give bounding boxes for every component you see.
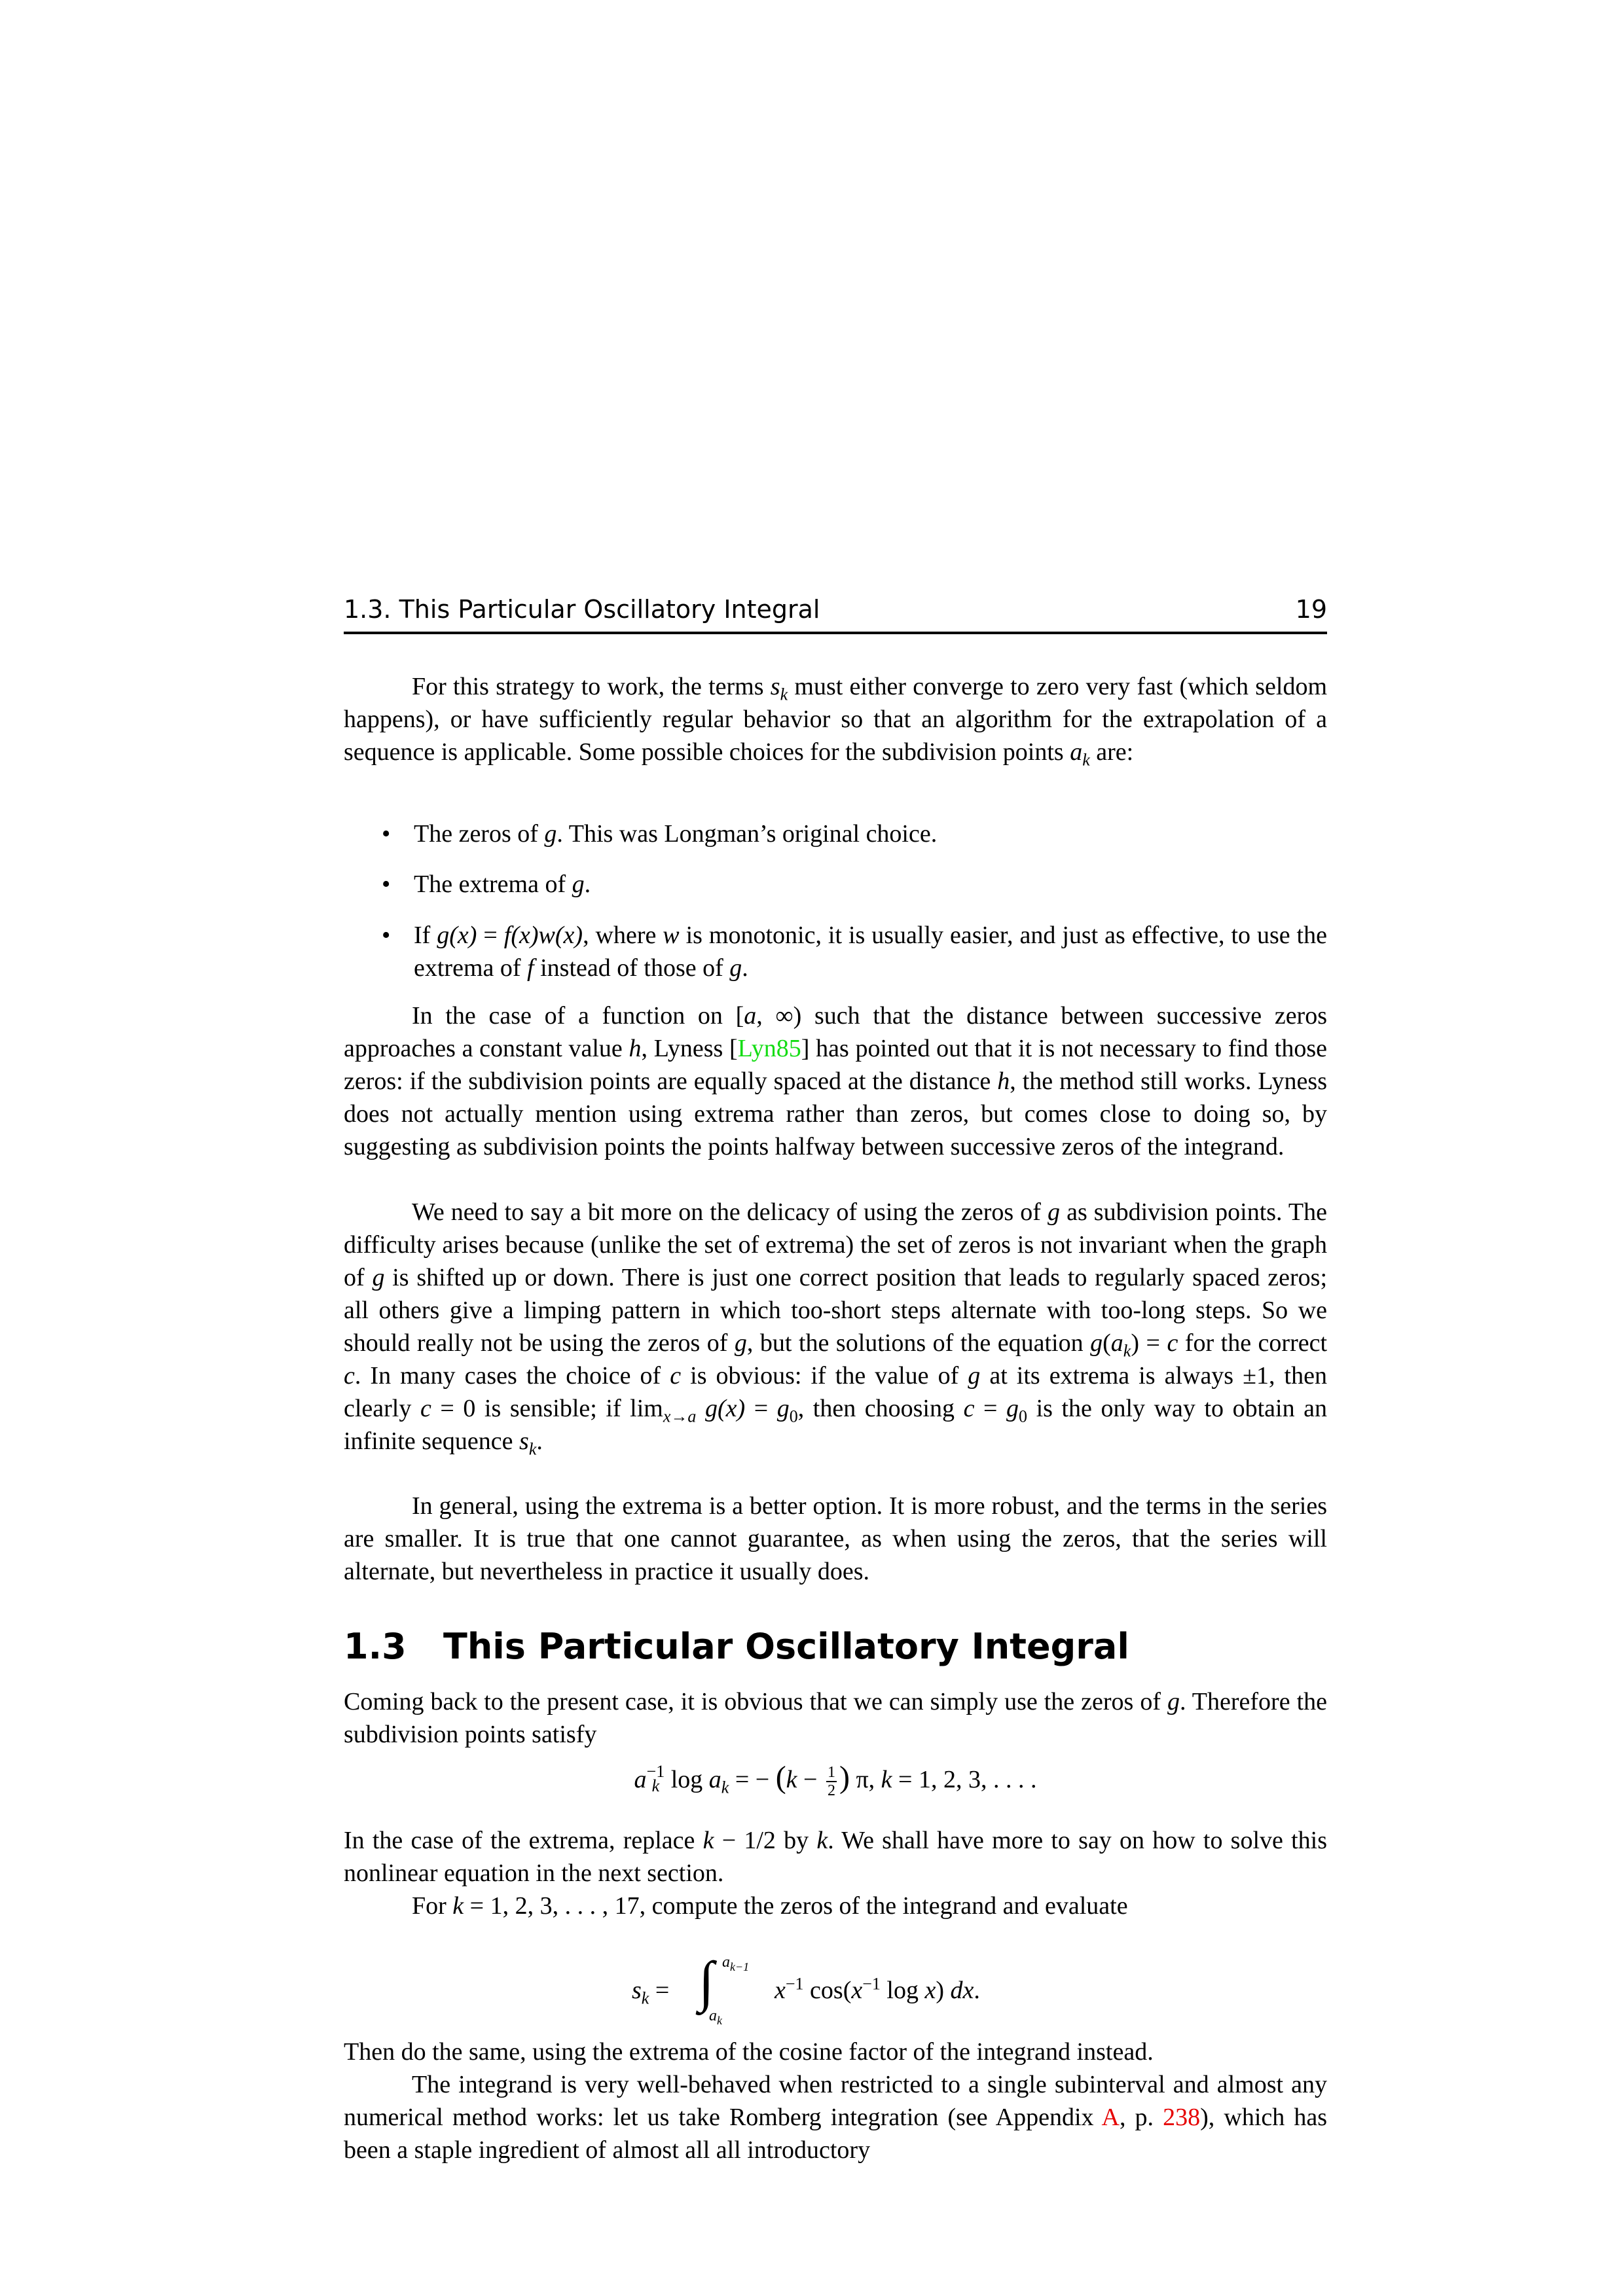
paragraph-strategy: For this strategy to work, the terms $s_k$ must either converge to zero very fast (which seldom happens), or have sufficiently regular behavior so that an algorithm for the extrapolation of a sequence is applicable. Some possible choices for the subdivision points $a_k$ are: xyxy=(344,673,1328,770)
paragraph-extrema-better: In general, using the extrema is a better option. It is more robust, and the terms in the series are smaller. It is true that one cannot guarantee, as when using the zeros, that the series will alternate, but nevertheless in practice it usually does. xyxy=(344,1492,1327,1585)
page: 1.3. This Particular Oscillatory Integral 19 For this strategy to work, the terms $s_k$ must either converge to zero very fast (which seldom happens), or have sufficiently regular behavior so that an algorithm for the extrapolation of a sequence is applicable. Some possible choices for the subdivision points $a_k$ are: • The zeros of g. This was Longman’s original choice. • The extrema of g. • If g(x) = f(x)w(x), where w is monotonic, it is usually easier, and just as effective, to use the extrema of f instead of those of g. In the case of a function on [a, ∞) such that the distance between successive zeros approaches a constant value h, Lyness [Lyn85] has pointed out that it is not necessary to find those zeros: if the subdivision points are equally spaced at the distance h, the method still works. Lyness does not actually mention using extrema rather than zeros, but comes close to doing so, by suggesting as subdivision points the points halfway between successive zeros of the integrand. We need to say a bit more on the delicacy of using the zeros of g as subdivision points. The difficulty arises because (unlike the set of extrema) the set of zeros is not invariant when the graph of g is shifted up or down. There is just one correct position that leads to regularly spaced zeros; all others give a limping pattern in which too-short steps alternate with too-long steps. So we should really not be using the zeros of g, but the solutions of the equation $g(a_k) = c$ for the correct c. In many cases the choice of c is obvious: if the value of g at its extrema is always ±1, then clearly c = 0 is sensible; if $\lim_{x\to a} g(x) = g_0$, then choosing $c = g_0$ is the only way to obtain an infinite sequence $s_k$. In general, using the extrema is a better option. It is more robust, and the terms in the series are smaller. It is true that one cannot guarantee, as when using the zeros, that the series will alternate, but nevertheless in practice it usually does. 1.3 This Particular Oscillatory Integral Coming back to the present case, it is obvious that we can simply use the zeros of g. Therefore the subdivision points satisfy a −1 k $\log a_k$ = − (k − $\frac{1}{2}$ ) π, k = 1, 2, 3, . . . . In the case of the extrema, replace k − 1/2 by k. We shall have more to say on how to solve this nonlinear equation in the next section. For k = 1, 2, 3, . . . , 17, compute the zeros of the integrand and evaluate $s_k$ = ∫ $a_{k-1}$ $a_k$ $x^{-1}$ $\cos(x^{-1}$ log x) dx. Then do the same, using the extrema of the cosine factor of the integrand instead. The integrand is very well-behaved when restricted to a single subinterval and almost any numerical method works: let us take Romberg integration (see Appendix A, p. 238), which has been a staple ingredient of almost all all introductory xyxy=(0,0,1623,2296)
appendix-link[interactable]: A xyxy=(1101,2104,1120,2131)
page-number: 19 xyxy=(1295,595,1327,624)
bullet-icon: • xyxy=(382,870,391,898)
paragraph-lyness: In the case of a function on [a, ∞) such that the distance between successive zeros approaches a constant value h, Lyness [Lyn85] has pointed out that it is not necessary to find those zeros: if the subdivision points are equally spaced at the distance h, the method still works. Lyness does not actually mention using extrema rather than zeros, but comes close to doing so, by suggesting as subdivision points the points halfway between successive zeros of the integrand. xyxy=(344,1002,1328,1160)
paragraph-extrema-replace: In the case of the extrema, replace k − 1/2 by k. We shall have more to say on how to solve this nonlinear equation in the next section. xyxy=(344,1827,1327,1887)
integral-sign: ∫ xyxy=(699,1950,714,2013)
paragraph-zeros-delicacy: We need to say a bit more on the delicacy of using the zeros of g as subdivision points. The difficulty arises because (unlike the set of extrema) the set of zeros is not invariant when the graph of g is shifted up or down. There is just one correct position that leads to regularly spaced zeros; all others give a limping pattern in which too-short steps alternate with too-long steps. So we should really not be using the zeros of g, but the solutions of the equation $g(a_k) = c$ for the correct c. In many cases the choice of c is obvious: if the value of g at its extrema is always ±1, then clearly c = 0 is sensible; if $\lim_{x\to a} g(x) = g_0$, then choosing $c = g_0$ is the only way to obtain an infinite sequence $s_k$. xyxy=(344,1198,1328,1459)
bullet-icon: • xyxy=(382,922,391,949)
section-title: This Particular Oscillatory Integral xyxy=(443,1626,1129,1667)
equation-integral-sk: $s_k$ = ∫ $a_{k-1}$ $a_k$ $x^{-1}$ $\cos(x^{-1}$ log x) dx. xyxy=(632,1950,980,2027)
running-head-title: 1.3. This Particular Oscillatory Integral xyxy=(344,595,820,624)
paragraph-romberg: The integrand is very well-behaved when restricted to a single subinterval and almost any numerical method works: let us take Romberg integration (see Appendix A, p. 238), which has been a staple ingredient of almost all all introductory xyxy=(344,2071,1327,2164)
paragraph-present-case: Coming back to the present case, it is obvious that we can simply use the zeros of g. Therefore the subdivision points satisfy xyxy=(344,1688,1327,1748)
citation-link[interactable]: Lyn85 xyxy=(737,1035,801,1062)
page-link[interactable]: 238 xyxy=(1163,2104,1201,2131)
bullet-icon: • xyxy=(382,820,391,848)
fraction: $\frac{1}{2}$ xyxy=(827,1764,835,1800)
running-head xyxy=(344,592,1327,634)
equation-subdivision-points: a −1 k $\log a_k$ = − (k − $\frac{1}{2}$ ) π, k = 1, 2, 3, . . . . xyxy=(634,1760,1037,1800)
paragraph-same-extrema: Then do the same, using the extrema of the cosine factor of the integrand instead. xyxy=(344,2038,1154,2066)
section-number: 1.3 xyxy=(344,1626,407,1667)
paragraph-compute-zeros: For k = 1, 2, 3, . . . , 17, compute the zeros of the integrand and evaluate xyxy=(412,1892,1128,1920)
